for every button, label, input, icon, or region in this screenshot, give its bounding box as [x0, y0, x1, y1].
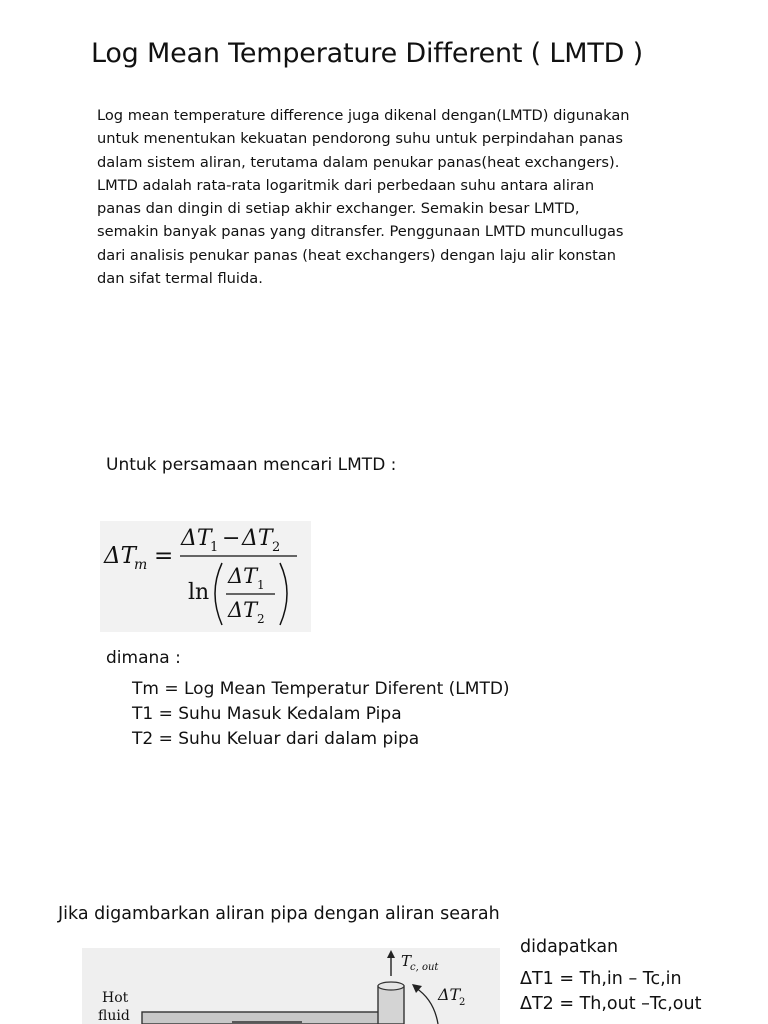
paragraph-line: Log mean temperature difference juga dikenal dengan(LMTD) digunakan [97, 107, 630, 124]
pipe-outlet-opening [378, 982, 404, 990]
paragraph-line: dari analisis penukar panas (heat exchangers) dengan laju alir konstan [97, 246, 617, 264]
figure-caption: Jika digambarkan aliran pipa dengan aliran searah [58, 904, 500, 924]
definition-item: Tm = Log Mean Temperatur Diferent (LMTD) [132, 679, 510, 699]
formula-inner-denominator: ΔT [228, 598, 258, 622]
paragraph-line: panas dan dingin di setiap akhir exchanger. Semakin besar LMTD, [97, 200, 580, 218]
delta-t2-arrow [416, 988, 438, 1024]
hot-fluid-label: Hot [102, 990, 129, 1006]
delta-t1-equation: ΔT1 = Th,in – Tc,in [520, 969, 682, 989]
lmtd-formula-graphic [100, 521, 311, 632]
formula-subscript: 1 [257, 578, 265, 592]
pipe-outlet [378, 986, 404, 1024]
formula-lhs: ΔT [104, 543, 136, 569]
formula-minus: − [222, 526, 241, 551]
hot-fluid-label: fluid [98, 1008, 130, 1024]
paragraph-line: semakin banyak panas yang ditransfer. Penggunaan LMTD muncullugas [97, 223, 624, 241]
heat-exchanger-diagram [82, 948, 500, 1024]
delta-t2-equation: ΔT2 = Th,out –Tc,out [520, 994, 702, 1014]
formula-numerator-term: ΔT [181, 526, 212, 551]
formula-right-paren [280, 563, 287, 625]
outlet-arrow-head [387, 950, 395, 958]
formula-subscript: 1 [210, 540, 219, 555]
formula-subscript: 2 [257, 612, 265, 626]
formula-inner-numerator: ΔT [228, 564, 258, 588]
t-cout-subscript: c, out [410, 962, 439, 973]
heat-exchanger-graphic [82, 948, 500, 1024]
definitions-heading: dimana : [106, 648, 181, 668]
formula-numerator-term: ΔT [242, 526, 273, 551]
formula-intro: Untuk persamaan mencari LMTD : [106, 455, 397, 475]
definition-item: T2 = Suhu Keluar dari dalam pipa [132, 729, 420, 749]
formula-lhs-subscript: m [134, 557, 148, 573]
intro-paragraph [97, 104, 672, 290]
page-title: Log Mean Temperature Different ( LMTD ) [91, 38, 643, 69]
formula-left-paren [215, 563, 222, 625]
formula-subscript: 2 [272, 540, 281, 555]
formula-equals: = [154, 543, 174, 569]
result-label: didapatkan [520, 937, 619, 957]
delta-t2-label: ΔT [438, 985, 461, 1004]
paragraph-line: untuk menentukan kekuatan pendorong suhu untuk perpindahan panas [97, 130, 623, 148]
paragraph-line: dalam sistem aliran, terutama dalam penukar panas(heat exchangers). [97, 153, 620, 171]
definition-item: T1 = Suhu Masuk Kedalam Pipa [132, 704, 402, 724]
paragraph-line: dan sifat termal fluida. [97, 270, 263, 288]
delta-t2-subscript: 2 [459, 997, 466, 1008]
t-cout-label: T [401, 952, 412, 970]
paragraph-line: LMTD adalah rata-rata logaritmik dari perbedaan suhu antara aliran [97, 176, 595, 194]
lmtd-formula [100, 521, 311, 632]
formula-ln: ln [188, 580, 210, 605]
